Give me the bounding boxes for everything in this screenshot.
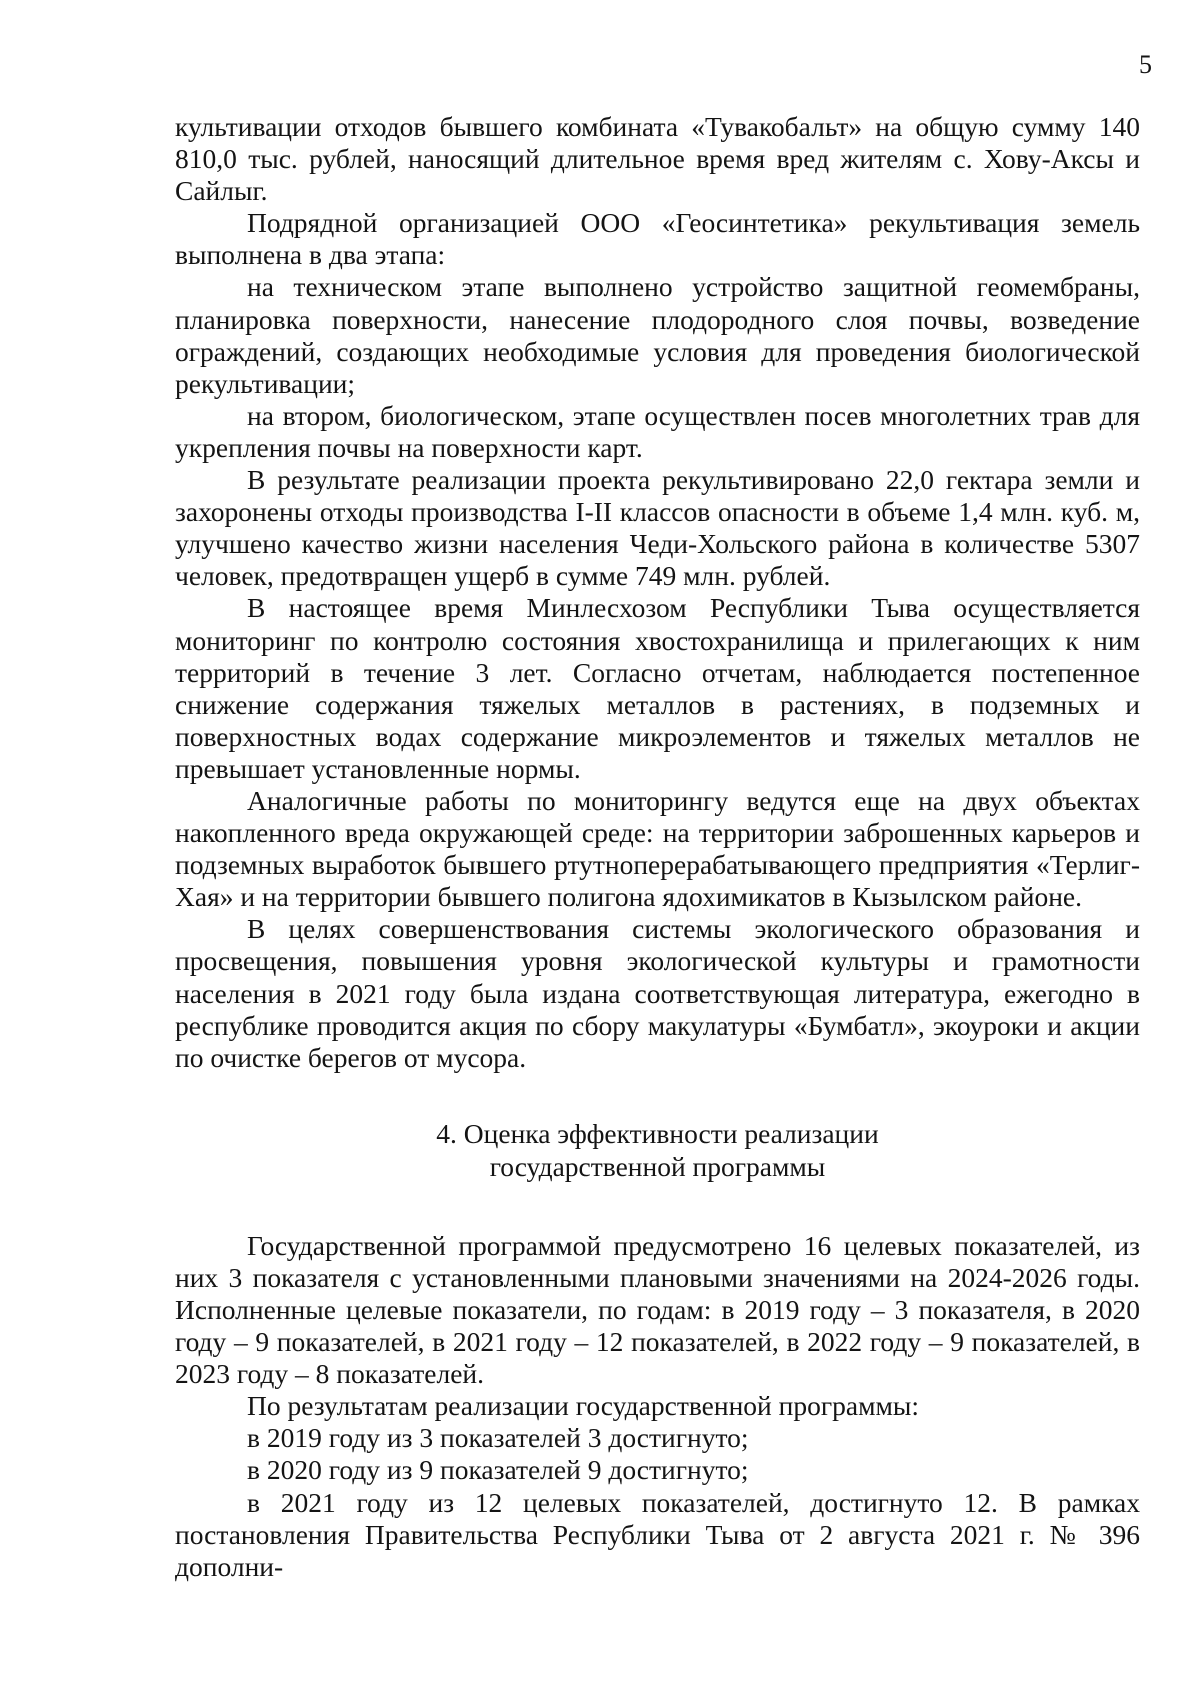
document-body [175,111,1140,1583]
list-item: в 2019 году из 3 показателей 3 достигнуто; [247,1422,749,1454]
paragraph: В целях совершенствования системы экологического образования и просвещения, повышения уровня экологической культуры и грамотности населения в 2021 году была издана соответствующая литература, ежегодно в республике проводится акция по сбору макулатуры «Бумбатл», экоуроки и акции по очистке берегов от мусора. [175,913,1140,1073]
section-heading [175,1117,1140,1183]
section-heading-line: государственной программы [489,1150,826,1182]
paragraph: на техническом этапе выполнено устройство защитной геомембраны, планировка поверхности, нанесение плодородного слоя почвы, возведение ограждений, создающих необходимые условия для проведения биологической рекультивации; [175,271,1140,399]
paragraph: Государственной программой предусмотрено 16 целевых показателей, из них 3 показателя с установленными плановыми значениями на 2024-2026 годы. Исполненные целевые показатели, по годам: в 2019 году – 3 показателя, в 2020 году – 9 показателей, в 2021 году – 12 показателей, в 2022 году – 9 показателей, в 2023 году – 8 показателей. [175,1229,1140,1390]
section-heading-line: 4. Оценка эффективности реализации [436,1117,879,1149]
paragraph: на втором, биологическом, этапе осуществлен посев многолетних трав для укрепления почвы на поверхности карт. [175,399,1140,463]
list-item: в 2020 году из 9 показателей 9 достигнуто; [247,1454,749,1486]
paragraph: Подрядной организацией ООО «Геосинтетика» рекультивация земель выполнена в два этапа: [175,207,1140,271]
paragraph: В настоящее время Минлесхозом Республики Тыва осуществляется мониторинг по контролю состояния хвостохранилища и прилегающих к ним территорий в течение 3 лет. Согласно отчетам, наблюдается постепенное снижение содержания тяжелых металлов в растениях, в подземных и поверхностных водах содержание микроэлементов и тяжелых металлов не превышает установленные нормы. [175,592,1140,784]
page-number: 5 [1139,50,1152,79]
paragraph: В результате реализации проекта рекультивировано 22,0 гектара земли и захоронены отходы производства I-II классов опасности в объеме 1,4 млн. куб. м, улучшено качество жизни населения Чеди-Хольского района в количестве 5307 человек, предотвращен ущерб в сумме 749 млн. рублей. [175,464,1140,592]
list-item: в 2021 году из 12 целевых показателей, достигнуто 12. В рамках постановления Правительства Республики Тыва от 2 августа 2021 г. № 396 дополни- [175,1486,1140,1582]
paragraph: По результатам реализации государственной программы: [247,1390,920,1422]
paragraph: Аналогичные работы по мониторингу ведутся еще на двух объектах накопленного вреда окружающей среде: на территории заброшенных карьеров и подземных выработок бывшего ртутноперерабатывающего предприятия «Терлиг-Хая» и на территории бывшего полигона ядохимикатов в Кызылском районе. [175,784,1140,913]
paragraph: культивации отходов бывшего комбината «Тувакобальт» на общую сумму 140 810,0 тыс. рублей, наносящий длительное время вред жителям с. Хову-Аксы и Сайлыг. [175,111,1140,207]
